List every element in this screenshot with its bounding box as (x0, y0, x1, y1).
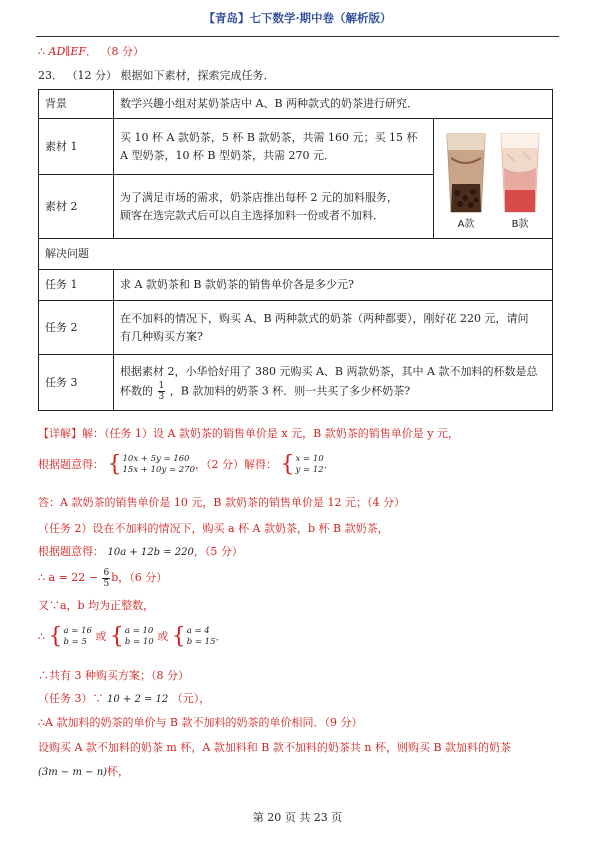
solution-system (64, 626, 92, 648)
content-text: 杯数的 (120, 384, 153, 398)
content-line: 根据素材 2，小华恰好用了 380 元购买 A、B 两款奶茶，其中 A 款不加料的杯数是总 (120, 365, 538, 378)
solution-line-10 (38, 692, 210, 707)
solution-text: 或 (95, 630, 107, 643)
page-footer: 第 20 页 共 23 页 (252, 811, 343, 824)
solution-text: 根据题意得： (38, 458, 104, 471)
left-brace: { (171, 624, 186, 649)
content-line: 在不加料的情况下，购买 A、B 两种款式的奶茶（两种都要），刚好花 220 元，请问 (120, 311, 529, 325)
row-content: 数学兴趣小组对某奶茶店中 A、B 两种款式的奶茶进行研究． (114, 90, 553, 119)
content-line: 买 10 杯 A 款奶茶，5 杯 B 款奶茶，共需 160 元；买 15 杯 (120, 130, 418, 144)
row-label: 任务 1 (39, 270, 114, 301)
left-brace: { (107, 452, 122, 477)
solution-text: 或 (157, 630, 169, 643)
row-label: 素材 1 (39, 119, 114, 175)
solution-system (125, 626, 154, 648)
row-content (114, 119, 434, 175)
table-row-background (39, 90, 553, 119)
solution-line-13 (38, 765, 129, 780)
solution-text: 解：（任务 1）设 A 款奶茶的销售单价是 x 元，B 款奶茶的销售单价是 y 元， (82, 427, 459, 440)
solution-line-3: 答：A 款奶茶的销售单价是 10 元，B 款奶茶的销售单价是 12 元；（4 分） (38, 496, 405, 509)
content-line: 为了满足市场的需求，奶茶店推出每杯 2 元的加料服务， (120, 190, 398, 204)
row-label: 任务 2 (39, 301, 114, 355)
fraction-six-fifths (102, 568, 110, 589)
milk-tea-a-image (443, 128, 489, 214)
solve-header: 解决问题 (39, 239, 553, 270)
solution-text: （元）， (171, 692, 211, 705)
left-brace: { (48, 624, 63, 649)
problem-statement (38, 69, 275, 83)
solution-text: ． (215, 630, 227, 643)
problem-intro: 根据如下素材，探索完成任务． (120, 69, 275, 82)
fraction-numerator: 1 (158, 381, 165, 391)
previous-answer-line (38, 45, 144, 59)
fraction-denominator: 3 (158, 392, 165, 402)
equation: a = 4 (186, 626, 210, 636)
milk-tea-image-cell (434, 119, 553, 239)
expression: 10 + 2 = 12 (107, 694, 169, 705)
row-content (114, 175, 434, 239)
fraction-denominator: 5 (103, 578, 110, 589)
left-brace: { (280, 452, 295, 477)
cup-b (497, 128, 543, 234)
table-row-task-2 (39, 301, 553, 355)
content-line (120, 381, 546, 402)
detail-tag: 【详解】 (38, 427, 82, 440)
content-line: A 型奶茶，10 杯 B 型奶茶，共需 270 元． (120, 148, 335, 162)
solution-text: ∴ a = 22 − (38, 571, 98, 584)
therefore-symbol: ∴ (38, 45, 45, 58)
content-line: 有几种购买方案? (120, 329, 203, 343)
fraction-numerator: 6 (103, 567, 110, 578)
equation-system (123, 454, 196, 476)
row-content (114, 301, 553, 355)
row-content (114, 355, 553, 411)
equation: a = 16 (63, 626, 92, 636)
table-row-solve-header (39, 239, 553, 270)
content-text: ，B 款加料的奶茶 3 杯．则一共买了多少杯奶茶? (169, 384, 411, 398)
content-line: 顾客在选完款式后可以自主选择加料一份或者不加料． (120, 208, 384, 222)
solution-line-6 (38, 566, 167, 590)
milk-tea-photos (434, 124, 552, 234)
solution-text: ，（2 分）解得： (195, 458, 278, 471)
equation: x = 10 (295, 454, 324, 464)
solution-system (187, 626, 216, 648)
equation: b = 10 (124, 637, 154, 647)
equation: y = 12 (295, 465, 324, 475)
row-content: 求 A 款奶茶和 B 款奶茶的销售单价各是多少元? (114, 270, 553, 301)
equation: b = 5 (63, 637, 87, 647)
solution-line-2 (38, 452, 335, 478)
problem-number: 23． (38, 69, 63, 82)
milk-tea-b-image (497, 128, 543, 214)
equation: 10a + 12b = 220 (107, 547, 194, 558)
solution-text: b，（6 分） (111, 571, 168, 584)
cup-a-caption: A款 (457, 218, 475, 230)
table-row-task-3 (39, 355, 553, 411)
solution-text: 根据题意得： (38, 545, 104, 558)
expression: (3m − m − n) (38, 767, 108, 778)
solution-line-4: （任务 2）设在不加料的情况下，购买 a 杯 A 款奶茶，b 杯 B 款奶茶， (38, 522, 389, 535)
solution-line-9: ∴共有 3 种购买方案；（8 分） (38, 669, 189, 682)
page-header-title: 【青岛】七下数学·期中卷（解析版） (203, 11, 392, 25)
cup-a (443, 128, 489, 234)
solution-text: ． (323, 458, 335, 471)
problem-points: （12 分） (66, 69, 117, 82)
solution-line-8 (38, 622, 227, 652)
equation: 10x + 5y = 160 (122, 454, 190, 464)
solution-line-1 (38, 427, 459, 441)
period: ． (86, 45, 98, 58)
solution-text: ∴ (38, 630, 45, 643)
task-table (38, 89, 553, 411)
solution-text: 杯， (107, 765, 130, 778)
header-rule (36, 36, 559, 37)
equation: 15x + 10y = 270 (122, 465, 196, 475)
solution-line-5 (38, 545, 243, 560)
table-row-task-1 (39, 270, 553, 301)
fraction-one-third (158, 381, 166, 402)
table-row-material-1 (39, 119, 553, 175)
row-label: 素材 2 (39, 175, 114, 239)
solution-line-12: 设购买 A 款不加料的奶茶 m 杯，A 款加料和 B 款不加料的奶茶共 n 杯，则购买 B 款加料的奶茶 (38, 741, 512, 754)
solution-line-11: ∴A 款加料的奶茶的单价与 B 款不加料的奶茶的单价相同．（9 分） (38, 716, 363, 729)
row-label: 背景 (39, 90, 114, 119)
solution-line-7: 又∵a，b 均为正整数， (38, 599, 155, 612)
solution-system (296, 454, 324, 476)
score-note: （8 分） (100, 45, 145, 58)
solution-text: ，（5 分） (193, 545, 243, 558)
equation: b = 15 (186, 637, 216, 647)
cup-b-caption: B款 (511, 218, 529, 230)
equation: a = 10 (124, 626, 154, 636)
solution-text: （任务 3）∵ (38, 692, 104, 705)
left-brace: { (109, 624, 124, 649)
row-label: 任务 3 (39, 355, 114, 411)
parallel-statement: AD∥EF (48, 45, 87, 58)
